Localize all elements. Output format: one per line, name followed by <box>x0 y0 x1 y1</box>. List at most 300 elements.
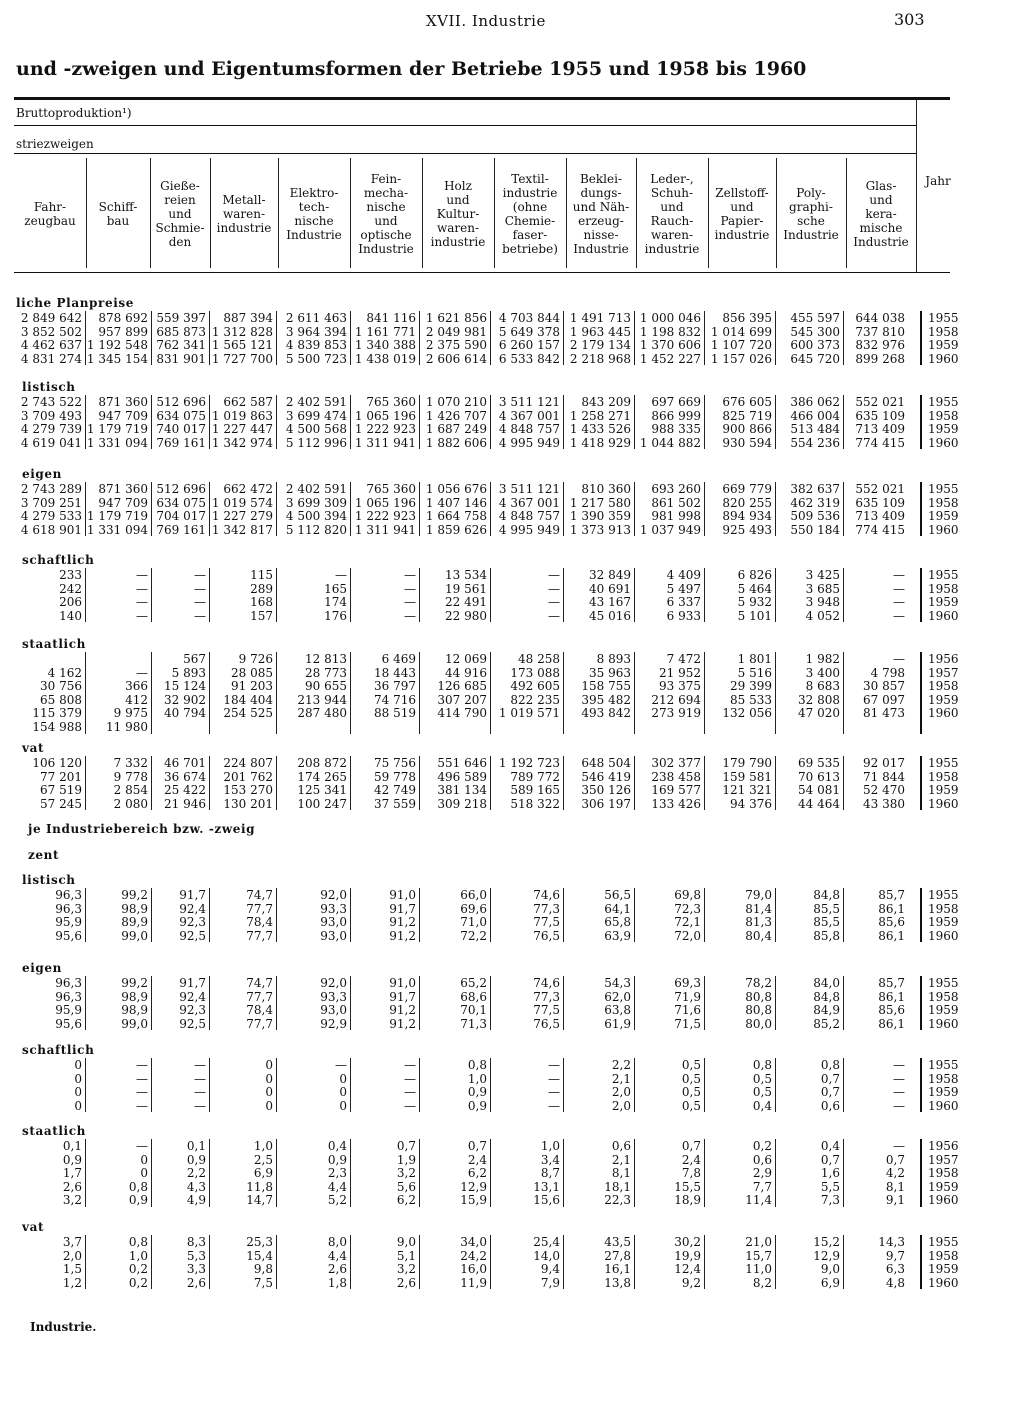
table-cell: 16,0 <box>460 1262 487 1276</box>
table-cell: — <box>194 1058 206 1072</box>
table-cell: 0,7 <box>820 1085 840 1099</box>
table-cell: 80,4 <box>745 929 772 943</box>
table-cell: 1 331 094 <box>86 436 148 450</box>
column-header-divider <box>278 158 279 268</box>
table-cell: 774 415 <box>855 523 905 537</box>
table-cell: 81,4 <box>745 902 772 916</box>
table-cell: 157 <box>250 609 273 623</box>
table-cell: 635 109 <box>855 409 905 423</box>
table-cell: 841 116 <box>366 311 416 325</box>
table-row <box>0 1193 1000 1207</box>
section-label: liche Planpreise <box>16 296 134 310</box>
table-cell: 820 255 <box>722 496 772 510</box>
table-cell: 3 511 121 <box>498 482 560 496</box>
table-row <box>0 693 1000 707</box>
table-cell: 95,6 <box>55 929 82 943</box>
table-cell: 72,0 <box>674 929 701 943</box>
table-row <box>0 679 1000 693</box>
table-cell: 462 319 <box>790 496 840 510</box>
table-cell: 6 469 <box>381 652 416 666</box>
table-cell: 96,3 <box>55 976 82 990</box>
table-cell: 71,5 <box>674 1017 701 1031</box>
table-cell: 600 373 <box>790 338 840 352</box>
table-cell: — <box>194 1072 206 1086</box>
table-cell: 1 982 <box>805 652 840 666</box>
table-cell: 4,8 <box>885 1276 905 1290</box>
table-cell: 1 065 196 <box>354 496 416 510</box>
table-cell: 9,1 <box>885 1193 905 1207</box>
table-cell: 492 605 <box>510 679 560 693</box>
table-cell: 350 126 <box>581 783 631 797</box>
year-cell: 1959 <box>928 693 959 707</box>
table-row <box>0 1003 1000 1017</box>
table-row <box>0 1153 1000 1167</box>
table-cell: 2,6 <box>62 1180 82 1194</box>
table-cell: 77,3 <box>533 990 560 1004</box>
table-cell: 28 085 <box>231 666 273 680</box>
table-cell: 1 340 388 <box>354 338 416 352</box>
table-cell: 25,4 <box>533 1235 560 1249</box>
year-cell: 1959 <box>928 595 959 609</box>
table-cell: 9,7 <box>885 1249 905 1263</box>
table-cell: 509 536 <box>790 509 840 523</box>
table-cell: 100 247 <box>297 797 347 811</box>
table-cell: 2 611 463 <box>285 311 347 325</box>
table-cell: 648 504 <box>581 756 631 770</box>
table-cell: 77,5 <box>533 1003 560 1017</box>
table-cell: 28 773 <box>305 666 347 680</box>
table-cell: 126 685 <box>437 679 487 693</box>
table-cell: 0,2 <box>128 1262 148 1276</box>
table-row <box>0 595 1000 609</box>
table-row <box>0 1017 1000 1031</box>
table-row <box>0 783 1000 797</box>
table-cell: 1,0 <box>128 1249 148 1263</box>
table-cell: 0,5 <box>681 1099 701 1113</box>
table-cell: 4 848 757 <box>498 509 560 523</box>
table-cell: 13 534 <box>445 568 487 582</box>
table-cell: 4 619 041 <box>20 436 82 450</box>
table-cell: 91,2 <box>389 1017 416 1031</box>
table-cell: 6,2 <box>396 1193 416 1207</box>
table-cell: 12 069 <box>445 652 487 666</box>
table-cell: 212 694 <box>651 693 701 707</box>
year-cell: 1958 <box>928 496 959 510</box>
table-cell: 1 452 227 <box>639 352 701 366</box>
table-cell: — <box>893 1085 905 1099</box>
table-cell: 98,9 <box>121 1003 148 1017</box>
table-cell: 1 345 154 <box>86 352 148 366</box>
table-cell: 551 646 <box>437 756 487 770</box>
table-cell: 19,9 <box>674 1249 701 1263</box>
table-cell: 1 801 <box>737 652 772 666</box>
table-cell: 8,0 <box>327 1235 347 1249</box>
table-cell: 92,3 <box>179 915 206 929</box>
table-cell: 0,6 <box>752 1153 772 1167</box>
table-cell: 765 360 <box>366 395 416 409</box>
table-cell: 887 394 <box>223 311 273 325</box>
table-cell: 1 179 719 <box>86 422 148 436</box>
table-cell: 1,6 <box>820 1166 840 1180</box>
table-cell: 78,4 <box>246 1003 273 1017</box>
table-cell: — <box>335 1058 347 1072</box>
column-header: Schiff- bau <box>98 200 138 228</box>
year-cell: 1958 <box>928 1072 959 1086</box>
table-cell: 0,9 <box>186 1153 206 1167</box>
table-cell: 4 500 394 <box>285 509 347 523</box>
table-cell: 91 203 <box>231 679 273 693</box>
table-row <box>0 338 1000 352</box>
table-cell: — <box>548 1099 560 1113</box>
year-cell: 1960 <box>928 436 959 450</box>
table-cell: 4 839 853 <box>285 338 347 352</box>
table-cell: 0,9 <box>128 1193 148 1207</box>
table-cell: 91,7 <box>389 902 416 916</box>
table-cell: 831 901 <box>156 352 206 366</box>
table-cell: 559 397 <box>156 311 206 325</box>
table-cell: 0,6 <box>820 1099 840 1113</box>
year-cell: 1955 <box>928 568 959 582</box>
table-cell: 35 963 <box>589 666 631 680</box>
table-cell: 5 464 <box>737 582 772 596</box>
table-cell: — <box>404 1085 416 1099</box>
year-cell: 1960 <box>928 352 959 366</box>
table-cell: 133 426 <box>651 797 701 811</box>
table-cell: 3,4 <box>540 1153 560 1167</box>
table-cell: 662 472 <box>223 482 273 496</box>
table-cell: 693 260 <box>651 482 701 496</box>
table-cell: 644 038 <box>855 311 905 325</box>
table-cell: 2,4 <box>467 1153 487 1167</box>
table-cell: — <box>893 1072 905 1086</box>
table-cell: 366 <box>125 679 148 693</box>
table-cell: — <box>548 582 560 596</box>
table-cell: 287 480 <box>297 706 347 720</box>
table-cell: 44 916 <box>445 666 487 680</box>
table-row <box>0 990 1000 1004</box>
table-cell: 7,3 <box>820 1193 840 1207</box>
table-cell: — <box>404 1072 416 1086</box>
table-row <box>0 1085 1000 1099</box>
table-cell: 15,2 <box>813 1235 840 1249</box>
table-cell: 789 772 <box>510 770 560 784</box>
table-cell: 2 049 981 <box>425 325 487 339</box>
table-cell: 78,4 <box>246 915 273 929</box>
table-cell: 86,1 <box>878 929 905 943</box>
table-cell: 158 755 <box>581 679 631 693</box>
table-cell: 12 813 <box>305 652 347 666</box>
table-row <box>0 720 1000 734</box>
table-cell: 3,3 <box>186 1262 206 1276</box>
header-rule-1 <box>14 125 916 126</box>
table-cell: 1,0 <box>467 1072 487 1086</box>
year-cell: 1959 <box>928 1085 959 1099</box>
year-cell: 1958 <box>928 325 959 339</box>
table-cell: 634 075 <box>156 409 206 423</box>
part-sublabel: zent <box>28 848 60 862</box>
year-cell: 1956 <box>928 1139 959 1153</box>
table-cell: 44 464 <box>798 797 840 811</box>
table-cell: 84,8 <box>813 888 840 902</box>
table-cell: 554 236 <box>790 436 840 450</box>
table-row <box>0 395 1000 409</box>
table-cell: 9 726 <box>238 652 273 666</box>
column-header: Leder-, Schuh- und Rauch- waren- industrie <box>644 172 700 256</box>
table-cell: 92,5 <box>179 1017 206 1031</box>
table-cell: 74,6 <box>533 976 560 990</box>
table-cell: 1 222 923 <box>354 509 416 523</box>
table-cell: 85,7 <box>878 976 905 990</box>
table-cell: 414 790 <box>437 706 487 720</box>
table-cell: 40 794 <box>164 706 206 720</box>
table-cell: 0,8 <box>467 1058 487 1072</box>
table-cell: 1 342 974 <box>211 436 273 450</box>
table-cell: 4 995 949 <box>498 523 560 537</box>
table-cell: 856 395 <box>722 311 772 325</box>
table-cell: 4 279 533 <box>20 509 82 523</box>
table-cell: 0 <box>265 1085 273 1099</box>
table-cell: 567 <box>183 652 206 666</box>
year-cell: 1959 <box>928 1180 959 1194</box>
table-cell: 169 577 <box>651 783 701 797</box>
table-cell: 90 655 <box>305 679 347 693</box>
table-cell: 125 341 <box>297 783 347 797</box>
year-cell: 1955 <box>928 311 959 325</box>
table-cell: 70,1 <box>460 1003 487 1017</box>
year-cell: 1958 <box>928 1249 959 1263</box>
table-cell: — <box>548 1085 560 1099</box>
table-cell: 1 963 445 <box>569 325 631 339</box>
column-header-divider <box>776 158 777 268</box>
table-cell: 634 075 <box>156 496 206 510</box>
table-cell: 85,7 <box>878 888 905 902</box>
table-cell: 1 227 279 <box>211 509 273 523</box>
table-cell: 63,8 <box>604 1003 631 1017</box>
table-cell: 0,7 <box>885 1153 905 1167</box>
table-cell: 988 335 <box>651 422 701 436</box>
table-cell: 1,9 <box>396 1153 416 1167</box>
chapter-title: XVII. Industrie <box>426 12 546 30</box>
table-cell: 13,8 <box>604 1276 631 1290</box>
table-cell: 18,9 <box>674 1193 701 1207</box>
table-row <box>0 352 1000 366</box>
table-cell: 3 948 <box>805 595 840 609</box>
table-cell: 69,6 <box>460 902 487 916</box>
table-cell: 84,8 <box>813 990 840 1004</box>
table-cell: 8,2 <box>752 1276 772 1290</box>
table-cell: 3 709 251 <box>20 496 82 510</box>
column-header: Jahr <box>925 174 951 188</box>
table-cell: 1 070 210 <box>425 395 487 409</box>
table-cell: 5 649 378 <box>498 325 560 339</box>
table-cell: 676 605 <box>722 395 772 409</box>
table-cell: 1 407 146 <box>425 496 487 510</box>
table-cell: 22 980 <box>445 609 487 623</box>
table-cell: 1 044 882 <box>639 436 701 450</box>
table-cell: 46 701 <box>164 756 206 770</box>
table-cell: 947 709 <box>98 496 148 510</box>
table-cell: 4 367 001 <box>498 409 560 423</box>
table-row <box>0 496 1000 510</box>
table-cell: 91,7 <box>179 888 206 902</box>
section-label: vat <box>22 741 45 755</box>
table-cell: 0,9 <box>62 1153 82 1167</box>
table-row <box>0 1262 1000 1276</box>
table-cell: 737 810 <box>855 325 905 339</box>
table-cell: 0 <box>74 1058 82 1072</box>
table-cell: 412 <box>125 693 148 707</box>
table-row <box>0 756 1000 770</box>
table-cell: 6 337 <box>666 595 701 609</box>
table-cell: 9,0 <box>396 1235 416 1249</box>
table-row <box>0 1235 1000 1249</box>
section-label: schaftlich <box>22 553 95 567</box>
table-cell: 662 587 <box>223 395 273 409</box>
table-cell: 91,7 <box>179 976 206 990</box>
table-cell: 66,0 <box>460 888 487 902</box>
table-cell: 3 425 <box>805 568 840 582</box>
table-cell: 713 409 <box>855 422 905 436</box>
year-cell: 1959 <box>928 783 959 797</box>
table-cell: 0 <box>74 1099 82 1113</box>
table-cell: 1 198 832 <box>639 325 701 339</box>
table-cell: 0,5 <box>752 1072 772 1086</box>
table-cell: 3,2 <box>62 1193 82 1207</box>
table-cell: 1 227 447 <box>211 422 273 436</box>
year-cell: 1958 <box>928 770 959 784</box>
page-number: 303 <box>894 10 925 29</box>
table-cell: — <box>893 595 905 609</box>
table-cell: 4 052 <box>805 609 840 623</box>
table-cell: 9,0 <box>820 1262 840 1276</box>
table-cell: 106 120 <box>32 756 82 770</box>
table-cell: 8 683 <box>805 679 840 693</box>
table-cell: 0,9 <box>467 1085 487 1099</box>
table-cell: 2,0 <box>611 1085 631 1099</box>
table-cell: 466 004 <box>790 409 840 423</box>
table-cell: 0,7 <box>820 1153 840 1167</box>
table-cell: 1,0 <box>540 1139 560 1153</box>
table-cell: 589 165 <box>510 783 560 797</box>
table-cell: 13,1 <box>533 1180 560 1194</box>
table-cell: 899 268 <box>855 352 905 366</box>
table-cell: 115 379 <box>32 706 82 720</box>
year-cell: 1960 <box>928 1017 959 1031</box>
table-cell: 5 497 <box>666 582 701 596</box>
year-cell: 1959 <box>928 915 959 929</box>
table-cell: 1 179 719 <box>86 509 148 523</box>
table-cell: 4,3 <box>186 1180 206 1194</box>
table-row <box>0 609 1000 623</box>
table-cell: — <box>548 1058 560 1072</box>
table-row <box>0 915 1000 929</box>
table-cell: 233 <box>59 568 82 582</box>
table-cell: 29 399 <box>730 679 772 693</box>
table-cell: 1 157 026 <box>710 352 772 366</box>
table-cell: 871 360 <box>98 395 148 409</box>
table-cell: 11,0 <box>745 1262 772 1276</box>
table-cell: 1 019 574 <box>211 496 273 510</box>
table-cell: 1 312 828 <box>211 325 273 339</box>
table-title: und -zweigen und Eigentumsformen der Betriebe 1955 und 1958 bis 1960 <box>16 58 807 80</box>
table-cell: 0,8 <box>752 1058 772 1072</box>
table-cell: — <box>136 1058 148 1072</box>
table-cell: 77,7 <box>246 1017 273 1031</box>
table-cell: 91,7 <box>389 990 416 1004</box>
table-cell: 0,4 <box>327 1139 347 1153</box>
table-cell: 92,4 <box>179 990 206 1004</box>
table-cell: 0 <box>339 1072 347 1086</box>
table-row <box>0 976 1000 990</box>
table-cell: 307 207 <box>437 693 487 707</box>
table-cell: — <box>548 609 560 623</box>
column-header: Metall- waren- industrie <box>216 193 272 235</box>
table-cell: 273 919 <box>651 706 701 720</box>
table-cell: 84,9 <box>813 1003 840 1017</box>
table-cell: 6,9 <box>820 1276 840 1290</box>
table-cell: 1 859 626 <box>425 523 487 537</box>
table-cell: 822 235 <box>510 693 560 707</box>
table-cell: 552 021 <box>855 482 905 496</box>
table-cell: 1 664 758 <box>425 509 487 523</box>
table-cell: 512 696 <box>156 395 206 409</box>
table-cell: 21 946 <box>164 797 206 811</box>
table-cell: 5 893 <box>171 666 206 680</box>
table-cell: 84,0 <box>813 976 840 990</box>
table-cell: 810 360 <box>581 482 631 496</box>
table-row <box>0 1166 1000 1180</box>
table-cell: 2,5 <box>253 1153 273 1167</box>
table-row <box>0 929 1000 943</box>
table-cell: 93 375 <box>659 679 701 693</box>
table-cell: 99,2 <box>121 976 148 990</box>
table-cell: 2,3 <box>327 1166 347 1180</box>
table-cell: 3 709 493 <box>20 409 82 423</box>
table-cell: 0,9 <box>327 1153 347 1167</box>
table-cell: 6,9 <box>253 1166 273 1180</box>
table-cell: 12,9 <box>813 1249 840 1263</box>
table-cell: 62,0 <box>604 990 631 1004</box>
table-cell: 0 <box>339 1099 347 1113</box>
table-cell: 71,3 <box>460 1017 487 1031</box>
header-group-label: Bruttoproduktion¹) <box>16 106 132 120</box>
column-header-divider <box>150 158 151 268</box>
table-row <box>0 902 1000 916</box>
table-cell: 93,3 <box>320 990 347 1004</box>
table-row <box>0 436 1000 450</box>
table-cell: — <box>335 568 347 582</box>
table-cell: 518 322 <box>510 797 560 811</box>
table-cell: 1 107 720 <box>710 338 772 352</box>
table-cell: 1 491 713 <box>569 311 631 325</box>
table-cell: 2 854 <box>113 783 148 797</box>
year-cell: 1955 <box>928 1058 959 1072</box>
table-cell: 1 882 606 <box>425 436 487 450</box>
year-cell: 1958 <box>928 679 959 693</box>
table-cell: 1 370 606 <box>639 338 701 352</box>
table-cell: 762 341 <box>156 338 206 352</box>
year-cell: 1955 <box>928 976 959 990</box>
table-cell: 95,9 <box>55 1003 82 1017</box>
table-cell: 7 332 <box>113 756 148 770</box>
table-cell: 2 218 968 <box>569 352 631 366</box>
table-cell: 1 014 699 <box>710 325 772 339</box>
column-header-divider <box>210 158 211 268</box>
table-cell: 2 606 614 <box>425 352 487 366</box>
table-cell: 92,4 <box>179 902 206 916</box>
column-header-divider <box>86 158 87 268</box>
table-cell: 54 081 <box>798 783 840 797</box>
